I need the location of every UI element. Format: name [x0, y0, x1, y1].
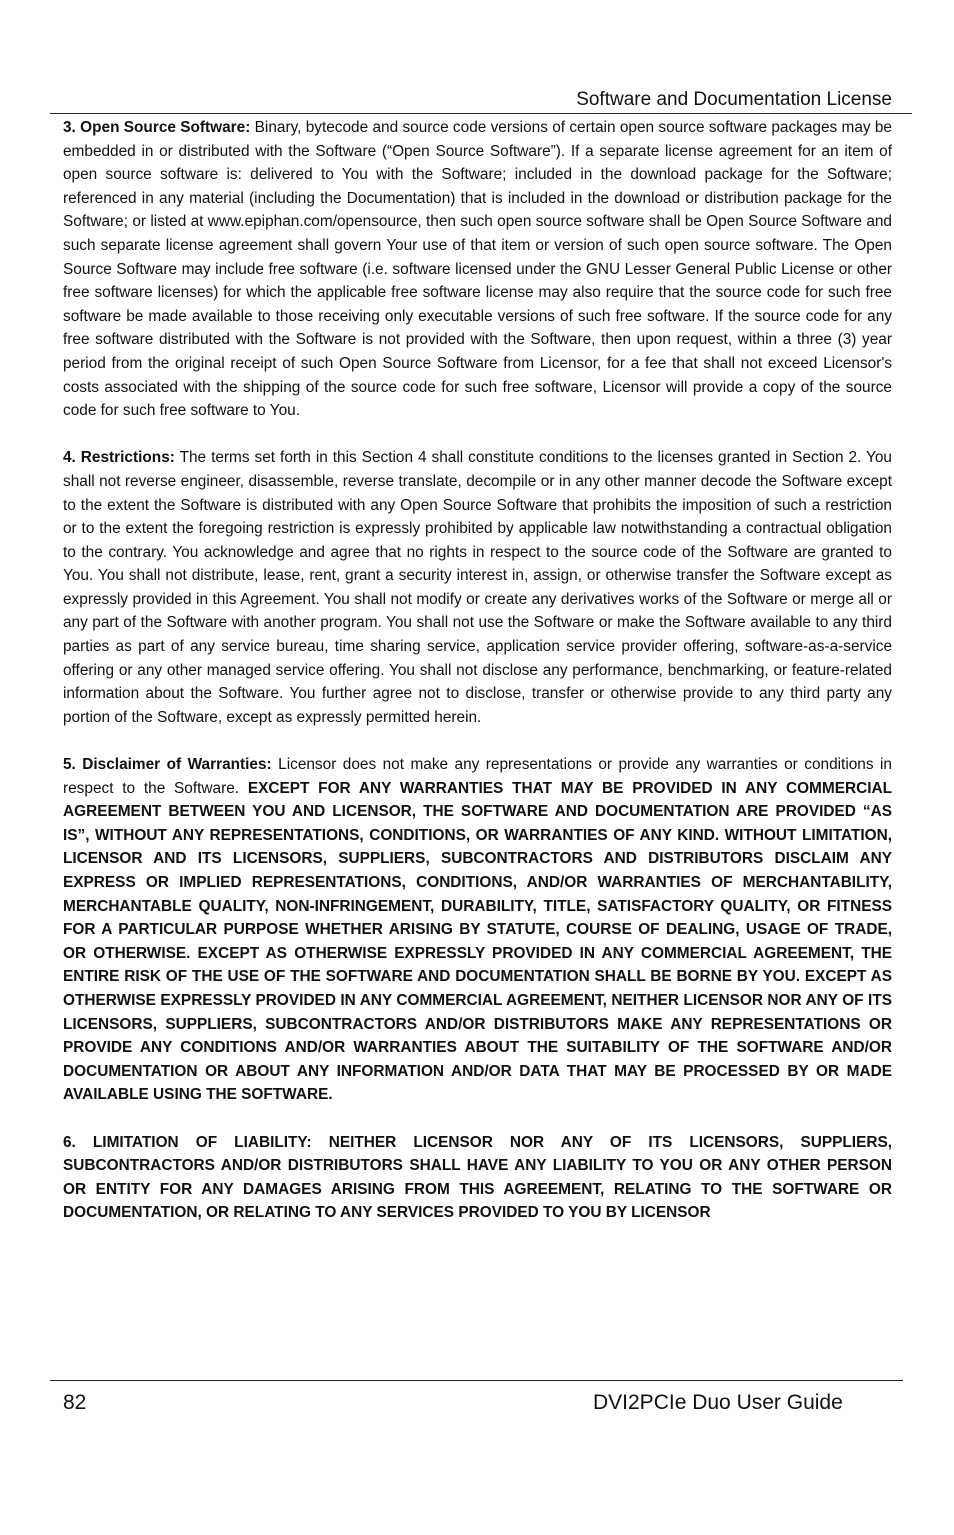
section-restrictions: [63, 446, 892, 729]
section-disclaimer-of-warranties: [63, 753, 892, 1107]
section-3-heading: 3. Open Source Software:: [63, 119, 251, 136]
page-number: 82: [63, 1391, 87, 1414]
license-body: [63, 116, 892, 1249]
section-3-text: Binary, bytecode and source code versions of certain open source software packages may be embedded in or distributed with the Software (“Open Source Software”). If a separate license agreement for an item of open source software is: delivered to You with the Software; included in the download package for the Software; referenced in any material (including the Documentation) that is included in the download or distribution package for the Software; or listed at www.epiphan.com/opensource, then such open source software shall be Open Source Software and such separate license agreement shall govern Your use of that item or version of such open source software. The Open Source Software may include free software (i.e. software licensed under the GNU Lesser General Public License or other free software licenses) for which the applicable free software license may also require that the source code for such free software be made available to those receiving only executable versions of such free software. If the source code for any free software distributed with the Software is not provided with the Software, then upon request, within a three (3) year period from the original receipt of such Open Source Software from Licensor, for a fee that shall not exceed Licensor's costs associated with the shipping of the source code for such free software, Licensor will provide a copy of the source code for such free software to You.: [63, 119, 892, 420]
section-5-heading: 5. Disclaimer of Warranties:: [63, 756, 272, 774]
header-divider: [50, 113, 912, 114]
section-4-text: The terms set forth in this Section 4 shall constitute conditions to the licenses granted in Section 2. You shall not reverse engineer, disassemble, reverse translate, decompile or in any other manner decode the Software except to the extent the Software is distributed with any Open Source Software that prohibits the imposition of such a restriction or to the extent the foregoing restriction is expressly prohibited by applicable law notwithstanding a contractual obligation to the contrary. You acknowledge and agree that no rights in respect to the source code of the Software are granted to You. You shall not distribute, lease, rent, grant a security interest in, assign, or otherwise transfer the Software except as expressly provided in this Agreement. You shall not modify or create any derivatives works of the Software or merge all or any part of the Software with another program. You shall not use the Software or make the Software available to any third parties as part of any service bureau, time sharing service, application service provider offering, software-as-a-service offering or any other managed service offering. You shall not disclose any performance, benchmarking, or feature-related information about the Software. You further agree not to disclose, transfer or otherwise provide to any third party any portion of the Software, except as expressly permitted herein.: [63, 449, 892, 726]
running-header-title: Software and Documentation License: [576, 89, 892, 110]
section-5-text: Licensor does not make any representations or provide any warranties or conditions in respect to the Software.: [63, 756, 892, 797]
footer-divider: [50, 1380, 903, 1381]
section-open-source-software: [63, 116, 892, 423]
section-4-heading: 4. Restrictions:: [63, 449, 175, 467]
section-5-caps-text: EXCEPT FOR ANY WARRANTIES THAT MAY BE PROVIDED IN ANY COMMERCIAL AGREEMENT BETWEEN YOU AND LICENSOR, THE SOFTWARE AND DOCUMENTATION ARE PROVIDED “AS IS”, WITHOUT ANY REPRESENTATIONS, CONDITIONS, OR WARRANTIES OF ANY KIND. WITHOUT LIMITATION, LICENSOR AND ITS LICENSORS, SUPPLIERS, SUBCONTRACTORS AND DISTRIBUTORS DISCLAIM ANY EXPRESS OR IMPLIED REPRESENTATIONS, CONDITIONS, AND/OR WARRANTIES OF MERCHANTABILITY, MERCHANTABLE QUALITY, NON-INFRINGEMENT, DURABILITY, TITLE, SATISFACTORY QUALITY, OR FITNESS FOR A PARTICULAR PURPOSE WHETHER ARISING BY STATUTE, COURSE OF DEALING, USAGE OF TRADE, OR OTHERWISE. EXCEPT AS OTHERWISE EXPRESSLY PROVIDED IN ANY COMMERCIAL AGREEMENT, THE ENTIRE RISK OF THE USE OF THE SOFTWARE AND DOCUMENTATION SHALL BE BORNE BY YOU. EXCEPT AS OTHERWISE EXPRESSLY PROVIDED IN ANY COMMERCIAL AGREEMENT, NEITHER LICENSOR NOR ANY OF ITS LICENSORS, SUPPLIERS, SUBCONTRACTORS AND/OR DISTRIBUTORS MAKE ANY REPRESENTATIONS OR PROVIDE ANY CONDITIONS AND/OR WARRANTIES ABOUT THE SUITABILITY OF THE SOFTWARE AND/OR DOCUMENTATION OR ABOUT ANY INFORMATION AND/OR DATA THAT MAY BE PROCESSED BY OR MADE AVAILABLE USING THE SOFTWARE.: [63, 779, 892, 1104]
footer-doc-title: DVI2PCIe Duo User Guide: [593, 1391, 843, 1414]
section-limitation-of-liability: 6. LIMITATION OF LIABILITY: NEITHER LICENSOR NOR ANY OF ITS LICENSORS, SUPPLIERS, SUBCONTRACTORS AND/OR DISTRIBUTORS SHALL HAVE ANY LIABILITY TO YOU OR ANY OTHER PERSON OR ENTITY FOR ANY DAMAGES ARISING FROM THIS AGREEMENT, RELATING TO THE SOFTWARE OR DOCUMENTATION, OR RELATING TO ANY SERVICES PROVIDED TO YOU BY LICENSOR: [63, 1133, 892, 1222]
